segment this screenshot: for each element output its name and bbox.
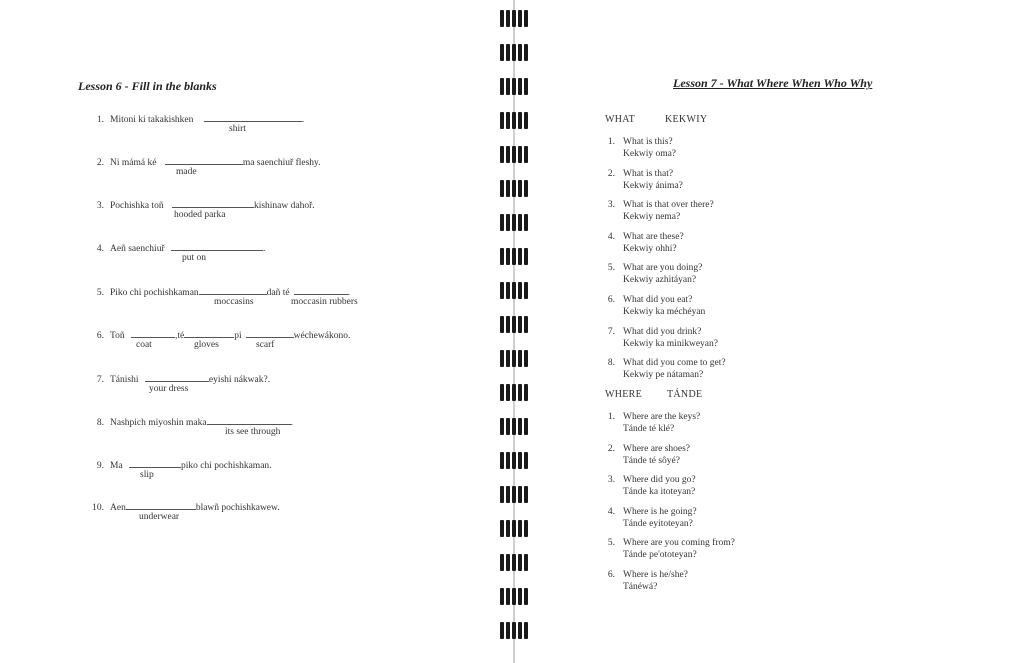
qa-number: 1. [607, 137, 615, 147]
coil-wire [518, 486, 522, 503]
coil-wire [500, 44, 504, 61]
blank[interactable] [199, 286, 267, 295]
qa-english: Where did you go? [623, 475, 696, 486]
question-6: 6. Toñ ,té pi wéchewákono. [96, 331, 351, 341]
qa-cree: Kekwiy ka minikweyan? [623, 338, 718, 349]
qa-row [605, 231, 865, 257]
hint-6b: gloves [194, 340, 219, 350]
qa-number: 2. [607, 168, 615, 179]
binding-coil [499, 180, 529, 197]
coil-wire [512, 520, 516, 537]
right-page [535, 0, 1024, 663]
coil-wire [506, 350, 510, 367]
coil-wire [518, 316, 522, 333]
hint-10: underwear [139, 512, 180, 522]
blank[interactable] [129, 459, 181, 468]
binding-coil [499, 622, 529, 639]
qa-number: 3. [607, 475, 615, 486]
qa-cree: Kekwiy nema? [623, 212, 681, 223]
binding-coil [499, 418, 529, 435]
qa-english: What did you eat? [623, 295, 693, 305]
hint-7: your dress [149, 384, 189, 394]
coil-wire [500, 214, 504, 231]
binding-coil [499, 452, 529, 469]
coil-wire [506, 418, 510, 435]
coil-wire [512, 10, 516, 27]
coil-wire [524, 180, 528, 197]
qa-row [605, 262, 865, 288]
qa-row [605, 443, 865, 469]
coil-wire [500, 452, 504, 469]
coil-wire [518, 622, 522, 639]
coil-wire [524, 350, 528, 367]
coil-wire [506, 180, 510, 197]
question-7: 7. Tánishi eyishi nákwak?. [96, 375, 271, 385]
blank[interactable] [165, 156, 243, 165]
coil-wire [500, 350, 504, 367]
binding-coil [499, 248, 529, 265]
coil-wire [500, 588, 504, 605]
qa-english: Where are you coming from? [623, 538, 735, 549]
qa-number: 4. [607, 231, 615, 242]
coil-wire [500, 10, 504, 27]
coil-wire [500, 554, 504, 571]
coil-wire [506, 486, 510, 503]
coil-wire [524, 316, 528, 333]
binding-coil [499, 78, 529, 95]
qa-row [605, 357, 865, 383]
hint-5a: moccasins [214, 297, 254, 307]
qa-english: What did you come to get? [623, 358, 726, 369]
question-2: 2. Ni mámá ké ma saenchiuř fleshy. [96, 158, 321, 168]
blank[interactable] [184, 329, 234, 338]
qa-english: What are you doing? [623, 263, 703, 274]
coil-wire [518, 384, 522, 401]
qa-row [605, 537, 865, 563]
qa-cree: Kekwiy oma? [623, 149, 677, 159]
coil-wire [512, 452, 516, 469]
coil-wire [518, 10, 522, 27]
coil-wire [512, 44, 516, 61]
binding-coil [499, 520, 529, 537]
binding-coil [499, 316, 529, 333]
qa-row [605, 294, 865, 320]
coil-wire [500, 248, 504, 265]
coil-wire [518, 520, 522, 537]
qa-cree: Kekwiy azhitáyan? [623, 275, 697, 286]
coil-wire [506, 554, 510, 571]
coil-wire [500, 180, 504, 197]
coil-wire [524, 214, 528, 231]
qa-cree: Kekwiy ka méchéyan [623, 307, 706, 317]
qa-english: Where is he going? [623, 506, 697, 517]
coil-wire [518, 452, 522, 469]
what-header-cree: KEKWIY [665, 114, 708, 125]
blank[interactable] [246, 329, 294, 338]
coil-wire [518, 588, 522, 605]
binding-coil [499, 112, 529, 129]
blank[interactable] [207, 416, 291, 425]
qa-english: What did you drink? [623, 326, 702, 337]
coil-wire [500, 112, 504, 129]
qa-number: 7. [607, 326, 615, 337]
coil-wire [524, 282, 528, 299]
qa-number: 2. [607, 443, 615, 454]
coil-wire [512, 622, 516, 639]
coil-wire [506, 384, 510, 401]
coil-wire [518, 418, 522, 435]
binding-coil [499, 146, 529, 163]
coil-wire [518, 44, 522, 61]
coil-wire [524, 112, 528, 129]
qa-cree: Kekwiy ánima? [623, 180, 683, 191]
qa-row [605, 326, 865, 352]
coil-wire [512, 384, 516, 401]
coil-wire [506, 622, 510, 639]
left-page [0, 0, 495, 663]
coil-wire [506, 214, 510, 231]
coil-wire [518, 214, 522, 231]
lesson-7-title: Lesson 7 - What Where When Who Why [673, 76, 873, 90]
binding-coil [499, 350, 529, 367]
coil-wire [500, 418, 504, 435]
coil-wire [506, 282, 510, 299]
qa-number: 1. [607, 412, 615, 422]
qa-row [605, 506, 865, 532]
where-header-cree: TÁNDE [667, 389, 703, 400]
qa-english: Where is he/she? [623, 570, 688, 580]
qa-english: What is that over there? [623, 200, 714, 211]
qa-row [605, 199, 865, 225]
coil-wire [512, 418, 516, 435]
coil-wire [512, 112, 516, 129]
coil-wire [506, 452, 510, 469]
qa-row [605, 569, 865, 595]
coil-wire [506, 520, 510, 537]
coil-wire [524, 418, 528, 435]
coil-wire [500, 486, 504, 503]
hint-6c: scarf [256, 340, 275, 350]
coil-wire [518, 146, 522, 163]
coil-wire [524, 146, 528, 163]
hint-1: shirt [229, 124, 246, 134]
coil-wire [524, 588, 528, 605]
coil-wire [506, 146, 510, 163]
coil-wire [512, 486, 516, 503]
coil-wire [524, 452, 528, 469]
coil-wire [524, 554, 528, 571]
hint-3: hooded parka [174, 210, 226, 220]
coil-wire [518, 78, 522, 95]
qa-number: 3. [607, 200, 615, 211]
coil-wire [518, 554, 522, 571]
what-header-en: WHAT [605, 114, 636, 125]
qa-english: Where are shoes? [623, 443, 690, 454]
coil-wire [500, 520, 504, 537]
coil-wire [506, 10, 510, 27]
coil-wire [512, 248, 516, 265]
binding-coil [499, 384, 529, 401]
coil-wire [500, 282, 504, 299]
binding-coil [499, 554, 529, 571]
coil-wire [500, 384, 504, 401]
spiral-binding [497, 0, 533, 663]
coil-wire [524, 520, 528, 537]
coil-wire [518, 112, 522, 129]
qa-number: 5. [607, 263, 615, 274]
coil-wire [512, 214, 516, 231]
qa-cree: Tánde pe'ototeyan? [623, 550, 697, 561]
hint-5b: moccasin rubbers [291, 297, 358, 307]
qa-number: 4. [607, 506, 615, 517]
question-8: 8. Nashpich miyoshin maka . [96, 418, 293, 428]
hint-9: slip [140, 470, 154, 480]
qa-cree: Tánde té sôyé? [623, 455, 680, 466]
qa-cree: Tánde eyitoteyan? [623, 518, 693, 529]
qa-english: What is that? [623, 168, 674, 179]
coil-wire [506, 316, 510, 333]
qa-cree: Kekwiy ohhi? [623, 243, 677, 254]
qa-row [605, 168, 865, 194]
hint-2: made [176, 167, 197, 177]
qa-number: 8. [607, 358, 615, 369]
coil-wire [500, 622, 504, 639]
qa-row [605, 411, 865, 437]
coil-wire [524, 10, 528, 27]
coil-wire [524, 44, 528, 61]
coil-wire [524, 248, 528, 265]
hint-6a: coat [136, 340, 152, 350]
coil-wire [518, 350, 522, 367]
blank[interactable] [126, 501, 196, 510]
binding-coil [499, 486, 529, 503]
binding-coil [499, 588, 529, 605]
qa-english: What are these? [623, 231, 684, 242]
qa-english: What is this? [623, 137, 673, 147]
qa-cree: Tánde té klé? [623, 424, 675, 434]
coil-wire [506, 248, 510, 265]
qa-cree: Tánéwá? [623, 582, 658, 592]
coil-wire [512, 282, 516, 299]
blank[interactable] [204, 113, 302, 122]
question-4: 4. Aeñ saenchiuř . [96, 244, 266, 254]
qa-number: 5. [607, 538, 615, 549]
question-10: 10. Aen blawñ pochishkawew. [92, 503, 280, 513]
coil-wire [512, 588, 516, 605]
binding-coil [499, 214, 529, 231]
blank[interactable] [131, 329, 175, 338]
coil-wire [506, 78, 510, 95]
question-1: 1. Mitoni ki takakishken . [96, 115, 305, 125]
coil-wire [524, 78, 528, 95]
blank[interactable] [172, 199, 254, 208]
coil-wire [506, 112, 510, 129]
binding-coil [499, 282, 529, 299]
coil-wire [500, 146, 504, 163]
qa-cree: Kekwiy pe nátaman? [623, 370, 704, 381]
qa-number: 6. [607, 295, 615, 305]
coil-wire [506, 44, 510, 61]
coil-wire [518, 282, 522, 299]
qa-row [605, 136, 865, 162]
coil-wire [512, 554, 516, 571]
coil-wire [512, 350, 516, 367]
qa-number: 6. [607, 570, 615, 580]
blank[interactable] [171, 242, 263, 251]
hint-8: its see through [225, 427, 281, 437]
coil-wire [500, 316, 504, 333]
hint-4: put on [182, 253, 207, 263]
binding-coil [499, 10, 529, 27]
question-9: 9. Ma piko chi pochishkaman. [96, 461, 272, 471]
question-3: 3. Pochishka toñ kishinaw dahoř. [96, 201, 315, 211]
coil-wire [512, 316, 516, 333]
coil-wire [512, 78, 516, 95]
coil-wire [524, 486, 528, 503]
qa-english: Where are the keys? [623, 412, 701, 422]
blank[interactable] [145, 373, 209, 382]
question-5: 5. Piko chi pochishkaman dañ té . [96, 288, 350, 298]
qa-cree: Tánde ka itoteyan? [623, 487, 696, 498]
coil-wire [518, 180, 522, 197]
coil-wire [524, 622, 528, 639]
coil-wire [500, 78, 504, 95]
coil-wire [512, 146, 516, 163]
where-header-en: WHERE [605, 389, 643, 400]
qa-row [605, 474, 865, 500]
binding-coil [499, 44, 529, 61]
coil-wire [512, 180, 516, 197]
lesson-6-title: Lesson 6 - Fill in the blanks [78, 79, 217, 93]
coil-wire [506, 588, 510, 605]
blank[interactable] [294, 286, 348, 295]
coil-wire [524, 384, 528, 401]
coil-wire [518, 248, 522, 265]
